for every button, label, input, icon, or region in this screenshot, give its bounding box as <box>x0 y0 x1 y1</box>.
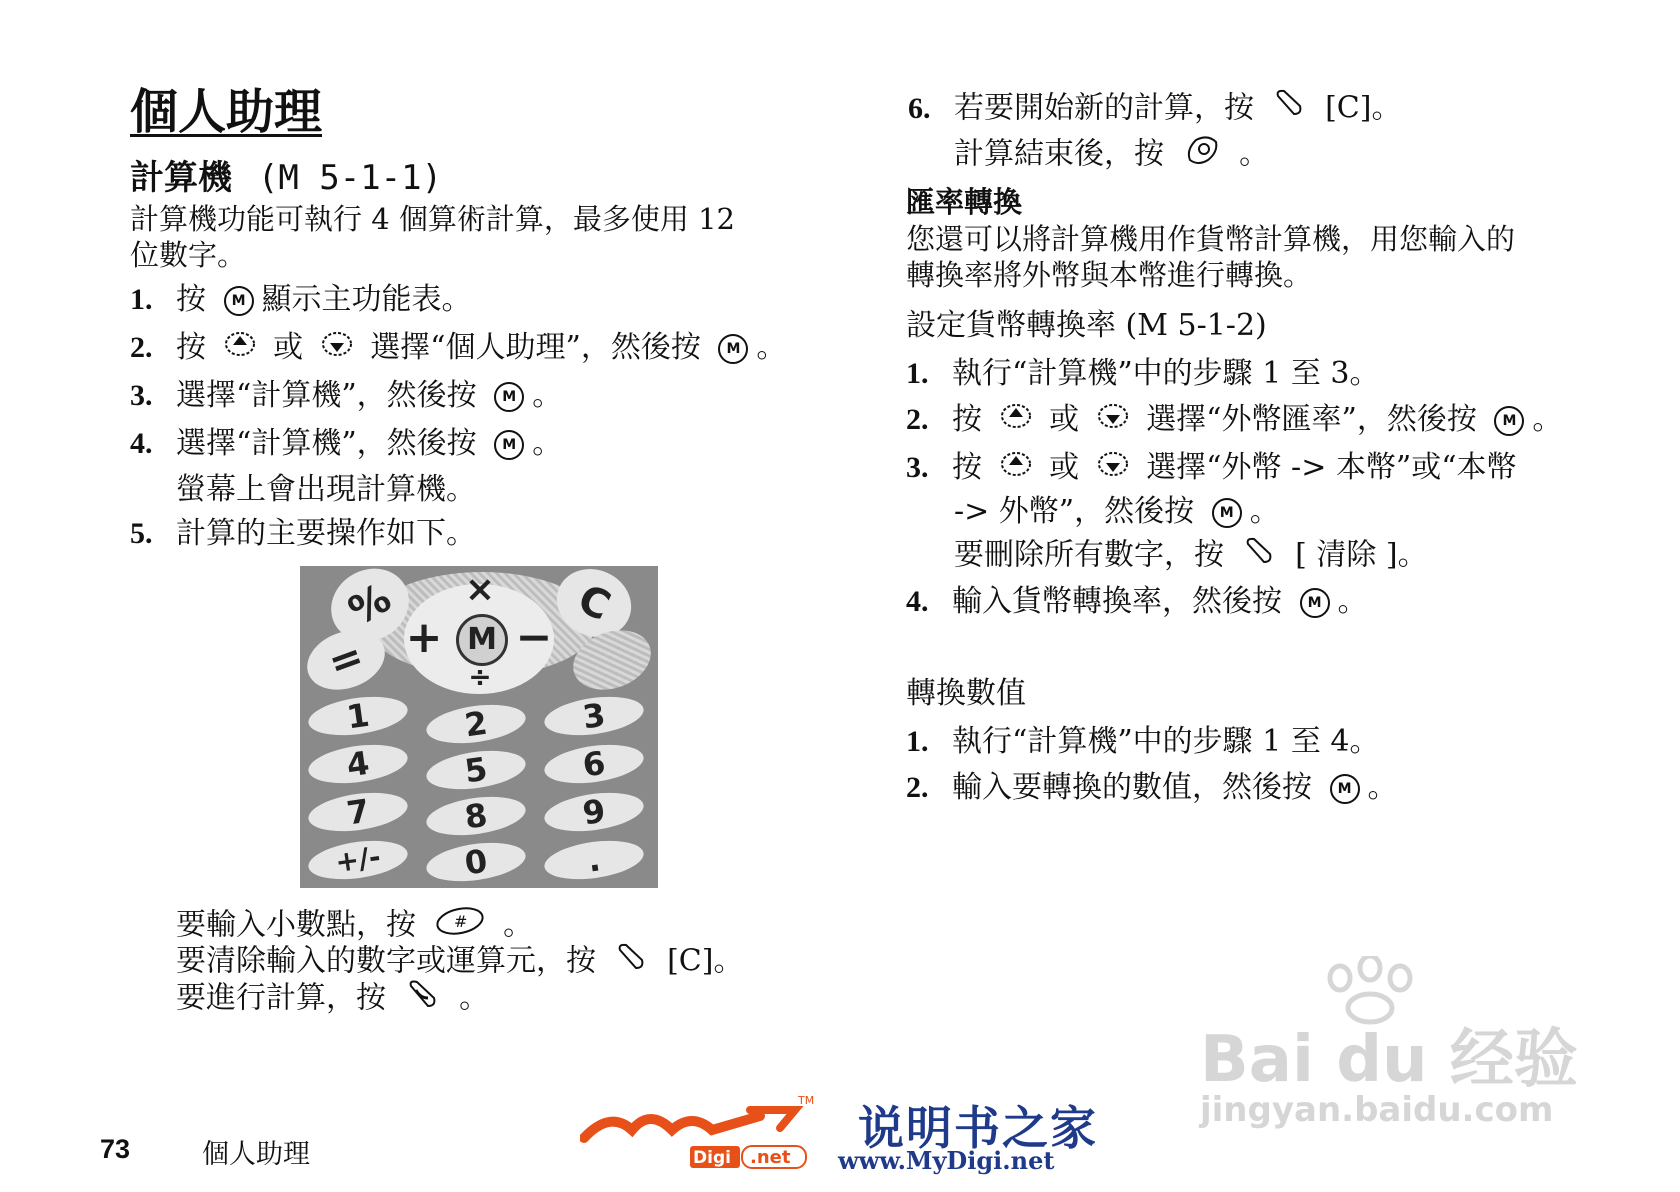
fx-line-1: 您還可以將計算機用作貨幣計算機，用您輸入的 <box>906 222 1516 256</box>
m-key: M <box>456 614 508 666</box>
rate-step-3-note <box>954 534 1428 579</box>
nav-down-key-icon <box>1097 447 1129 491</box>
step-text: 或 <box>273 330 304 365</box>
step-number: 6. <box>908 91 931 125</box>
step-text: 按 <box>176 330 206 365</box>
step-number: 3. <box>130 379 153 412</box>
step-text: 。 <box>756 330 787 365</box>
step-2 <box>130 326 786 371</box>
step-5 <box>130 512 476 556</box>
mydigi-logo <box>580 1090 830 1170</box>
step-text: 選擇“計算機”，然後按 <box>176 426 477 461</box>
note-text: 。 <box>459 980 490 1016</box>
step-3 <box>130 374 562 418</box>
nav-up-key-icon <box>224 327 256 371</box>
step-number: 4. <box>130 427 153 460</box>
step-number: 1. <box>130 283 153 316</box>
step-1 <box>130 278 472 322</box>
step-text: 選擇“計算機”，然後按 <box>176 378 477 413</box>
clear-key-icon <box>1272 86 1308 133</box>
baidu-watermark-url: jingyan.baidu.com <box>1200 1090 1554 1130</box>
fx-title: 匯率轉換 <box>906 185 1023 219</box>
site-url: www.MyDigi.net <box>838 1146 1055 1175</box>
step-number: 1. <box>906 725 929 758</box>
send-key-icon <box>404 976 442 1023</box>
menu-key-icon: M <box>1212 498 1242 528</box>
step-number: 2. <box>906 771 929 804</box>
rate-step-3 <box>906 446 1517 491</box>
hash-key-label: # <box>453 912 467 931</box>
menu-key-icon: M <box>1330 774 1360 804</box>
step-4-continuation: 螢幕上會出現計算機。 <box>176 472 476 507</box>
step-4 <box>130 422 562 466</box>
rate-step-1 <box>906 352 1379 396</box>
clear-key-icon <box>614 940 650 985</box>
rate-step-4 <box>906 580 1368 624</box>
step-text: 執行“計算機”中的步驟 1 至 3。 <box>952 356 1380 391</box>
tm-mark: TM <box>798 1094 815 1107</box>
site-name-cn: 说明书之家 <box>858 1101 1098 1155</box>
step-text: 按 <box>952 450 982 485</box>
digit-key: 4 <box>306 739 410 789</box>
menu-key-icon: M <box>718 334 748 364</box>
digit-key: 2 <box>424 699 528 749</box>
intro-line-2: 位數字。 <box>130 238 247 272</box>
minus-key: − <box>515 612 553 663</box>
section-code: (M 5-1-1) <box>257 158 443 198</box>
step-text: 。 <box>1239 136 1270 172</box>
step-text: 選擇“個人助理”，然後按 <box>370 330 701 365</box>
plus-key: + <box>405 612 443 663</box>
step-text: 。 <box>1249 494 1280 529</box>
step-text: 輸入要轉換的數值，然後按 <box>952 770 1312 805</box>
digit-key: 9 <box>542 787 646 837</box>
digit-key: 6 <box>542 739 646 789</box>
end-key-icon <box>1182 132 1222 179</box>
equals-key: = <box>300 620 393 700</box>
step-text: 按 <box>952 402 982 437</box>
digi-text: Digi <box>693 1148 731 1168</box>
step-number: 5. <box>130 517 153 550</box>
step-text: 顯示主功能表。 <box>261 282 472 317</box>
digit-key: 0 <box>424 837 528 887</box>
step-text: 。 <box>532 378 563 413</box>
step-number: 1. <box>906 357 929 390</box>
calculator-illustration <box>300 566 658 888</box>
times-key: × <box>464 569 496 610</box>
step-text: 選擇“外幣匯率”，然後按 <box>1146 402 1477 437</box>
nav-up-key-icon <box>1000 399 1032 443</box>
baidu-watermark: Bai du 经验 <box>1200 1023 1578 1097</box>
page-number: 73 <box>100 1134 131 1164</box>
note-text: 要進行計算，按 <box>176 980 386 1016</box>
step-6-continuation <box>954 132 1269 179</box>
step-text: 。 <box>1367 770 1398 805</box>
step-text: 。 <box>532 426 563 461</box>
digit-key: 1 <box>306 691 410 741</box>
footer-section: 個人助理 <box>202 1139 310 1169</box>
divide-key: ÷ <box>468 660 492 693</box>
step-text: 要刪除所有數字，按 <box>954 537 1224 573</box>
step-text: -> 外幣”，然後按 <box>954 494 1195 529</box>
note-text: [C]。 <box>667 943 744 979</box>
step-text: 選擇“外幣 -> 本幣”或“本幣 <box>1146 450 1517 485</box>
menu-key-icon: M <box>224 286 254 316</box>
nav-up-key-icon <box>1000 447 1032 491</box>
section-name: 計算機 <box>130 158 232 198</box>
step-text: 。 <box>1532 402 1563 437</box>
step-text: 輸入貨幣轉換率，然後按 <box>952 584 1282 619</box>
digit-key: 7 <box>306 787 410 837</box>
digit-key: 3 <box>542 691 646 741</box>
convert-step-2 <box>906 766 1398 810</box>
menu-key-icon: M <box>1300 588 1330 618</box>
step-text: 按 <box>176 282 206 317</box>
percent-key: % <box>318 566 422 655</box>
step-number: 2. <box>130 331 153 364</box>
note-text: 要輸入小數點，按 <box>176 907 416 943</box>
digit-key: 8 <box>424 791 528 841</box>
step-text: [ 清除 ]。 <box>1295 537 1428 573</box>
convert-step-1 <box>906 720 1379 764</box>
step-text: 計算的主要操作如下。 <box>176 516 476 551</box>
step-number: 4. <box>906 585 929 618</box>
rate-step-3-continuation <box>954 492 1280 532</box>
digit-key: 5 <box>424 745 528 795</box>
convert-title: 轉換數值 <box>906 676 1026 711</box>
set-rate-title: 設定貨幣轉換率 (M 5-1-2) <box>906 308 1267 343</box>
note-text: 要清除輸入的數字或運算元，按 <box>176 943 596 979</box>
plus-minus-key: +/- <box>306 835 410 885</box>
step-text: [C]。 <box>1325 90 1402 126</box>
step-number: 3. <box>906 451 929 484</box>
decimal-key: . <box>542 835 646 885</box>
step-text: 或 <box>1049 402 1080 437</box>
rate-step-2 <box>906 398 1562 443</box>
nav-down-key-icon <box>1097 399 1129 443</box>
menu-key-icon: M <box>494 430 524 460</box>
nav-down-key-icon <box>321 327 353 371</box>
step-text: 若要開始新的計算，按 <box>954 90 1254 126</box>
note-text: 。 <box>503 907 534 943</box>
step-text: 。 <box>1337 584 1368 619</box>
net-text: .net <box>750 1147 791 1168</box>
page-title: 個人助理 <box>130 84 323 140</box>
fx-line-2: 轉換率將外幣與本幣進行轉換。 <box>906 258 1313 292</box>
clear-c-key: C <box>546 566 643 649</box>
step-6 <box>908 86 1401 133</box>
step-text: 執行“計算機”中的步驟 1 至 4。 <box>952 724 1380 759</box>
step-number: 2. <box>906 403 929 436</box>
step-text: 或 <box>1049 450 1080 485</box>
menu-key-icon: M <box>494 382 524 412</box>
note-calculate <box>176 976 489 1023</box>
section-title <box>130 158 442 198</box>
step-text: 計算結束後，按 <box>954 136 1164 172</box>
menu-key-icon: M <box>1494 406 1524 436</box>
clear-key-icon <box>1242 534 1278 579</box>
intro-line-1: 計算機功能可執行 4 個算術計算，最多使用 12 <box>130 202 736 236</box>
